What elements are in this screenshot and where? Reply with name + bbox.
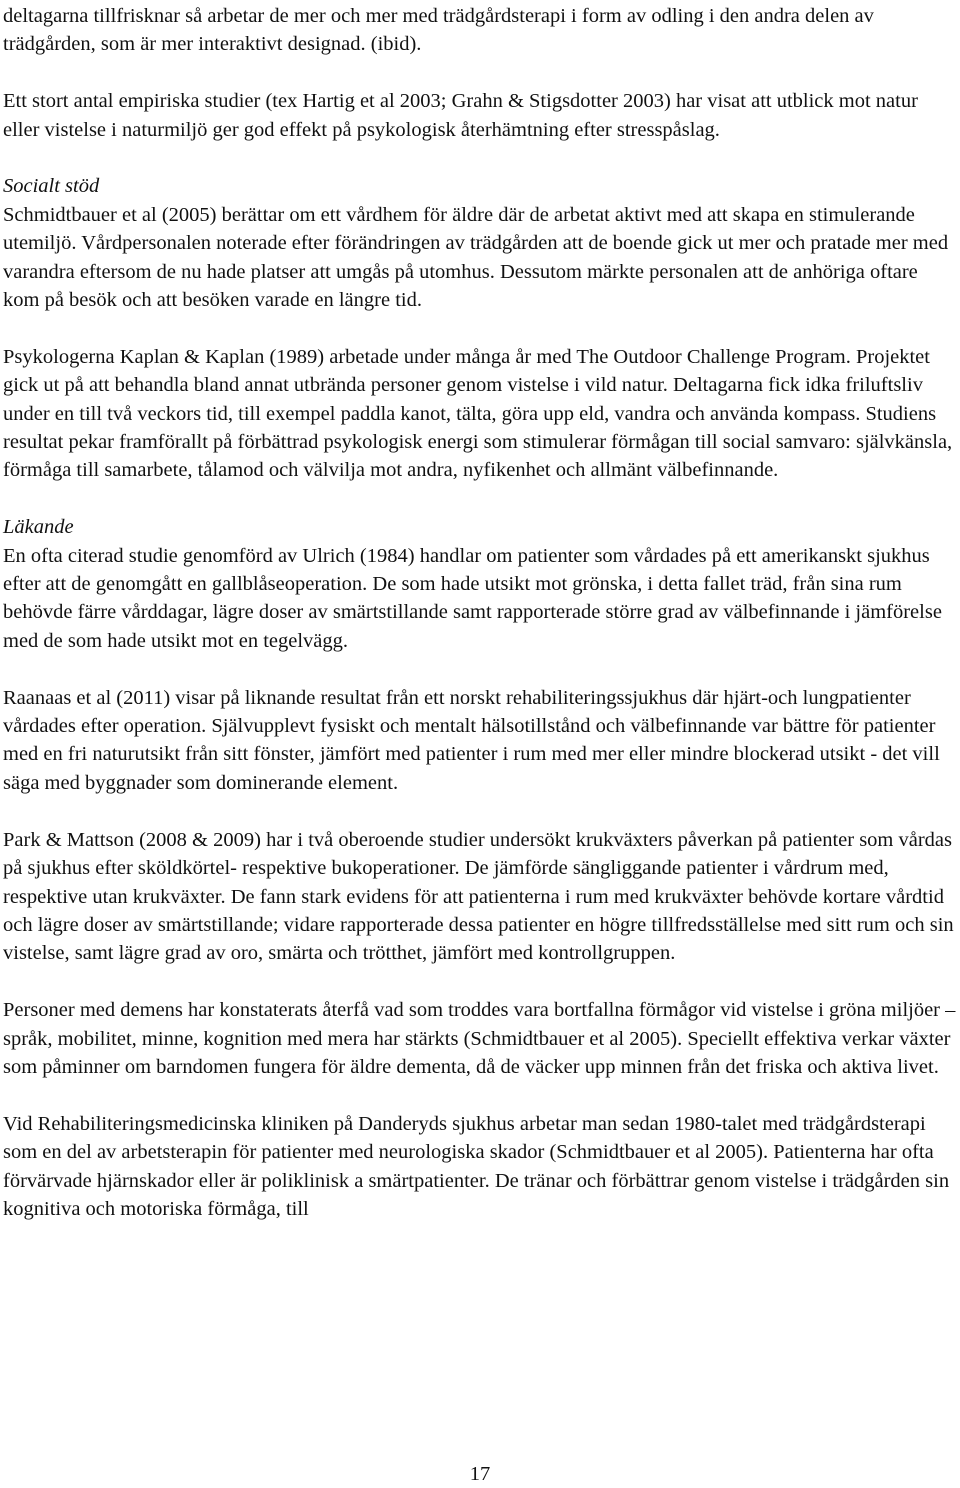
section-heading-lakande: Läkande	[3, 516, 74, 539]
paragraph-text: Ett stort antal empiriska studier (tex Hartig et al 2003; Grahn & Stigsdotter 2003) har visat att utblick mot natur eller vistelse i naturmiljö ger god effekt på psykologisk återhämtning efter stresspåslag.	[3, 90, 918, 141]
paragraph-text: Psykologerna Kaplan & Kaplan (1989) arbetade under många år med The Outdoor Challenge Program. Projektet gick ut på att behandla bland annat utbrända personer genom vistelse i vild natur. Deltagarna fick idka friluftsliv under en till två veckors tid, till exempel paddla kanot, tälta, göra upp eld, vandra och använda kompass. Studiens resultat pekar framförallt på förbättrad psykologisk energi som stimulerar förmågan till social samvaro: självkänsla, förmåga till samarbete, tålamod och välvilja mot andra, nyfikenhet och allmänt välbefinnande.	[3, 345, 953, 482]
paragraph-text: deltagarna tillfrisknar så arbetar de mer och mer med trädgårdsterapi i form av odling i den andra delen av trädgården, som är mer interaktivt designad. (ibid).	[3, 5, 874, 56]
section-heading-socialt-stod: Socialt stöd	[3, 175, 100, 198]
paragraph-text: En ofta citerad studie genomförd av Ulrich (1984) handlar om patienter som vårdades på ett amerikanskt sjukhus efter att de genomgått en gallblåseoperation. De som hade utsikt mot grönska, i detta fallet träd, från sina rum behövde färre vårddagar, lägre doser av smärtstillande samt rapporterade större grad av välbefinnande i jämförelse med de som hade utsikt mot en tegelvägg.	[3, 544, 942, 652]
paragraph-text: Park & Mattson (2008 & 2009) har i två oberoende studier undersökt krukväxters påverkan på patienter som vårdas på sjukhus efter sköldkörtel- respektive bukoperationer. De jämförde sängliggande patienter i vårdrum med, respektive utan krukväxter. De fann stark evidens för att patienterna i rum med krukväxter behövde kortare vårdtid och lägre doser av smärtstillande; vidare rapporterade dessa patienter en högre tillfredsställelse med sitt rum och sin vistelse, samt lägre grad av oro, smärta och trötthet, jämfört med kontrollgruppen.	[3, 828, 954, 965]
paragraph-text: Personer med demens har konstaterats återfå vad som troddes vara bortfallna förmågor vid vistelse i gröna miljöer – språk, mobilitet, minne, kognition med mera har stärkts (Schmidtbauer et al 2005). Speciellt effektiva verkar växter som påminner om barndomen fungera för äldre dementa, då de väcker upp minnen från det friska och aktiva livet.	[3, 999, 956, 1078]
paragraph-danderyd	[3, 1110, 957, 1224]
paragraph-social-support	[3, 172, 957, 314]
paragraph-healing	[3, 513, 957, 655]
paragraph-text: Vid Rehabiliteringsmedicinska kliniken på Danderyds sjukhus arbetar man sedan 1980-talet med trädgårdsterapi som en del av arbetsterapin för patienter med neurologiska skador (Schmidtbauer et al 2005). Patienterna har ofta förvärvade hjärnskador eller är poliklinisk a smärtpatienter. De tränar och förbättrar genom vistelse i trädgården sin kognitiva och motoriska förmåga, till	[3, 1112, 950, 1220]
paragraph-raanaas	[3, 684, 957, 798]
paragraph-park-mattson	[3, 826, 957, 968]
paragraph-text: Schmidtbauer et al (2005) berättar om ett vårdhem för äldre där de arbetat aktivt med att skapa en stimulerande utemiljö. Vårdpersonalen noterade efter förändringen av trädgården att de boende gick ut mer och pratade mer med varandra eftersom de nu hade platser att umgås på utomhus. Dessutom märkte personalen att de anhöriga oftare kom på besök och att besöken varade en längre tid.	[3, 203, 949, 312]
paragraph-text: Raanaas et al (2011) visar på liknande resultat från ett norskt rehabiliteringssjukhus där hjärt-och lungpatienter vårdades efter operation. Självupplevt fysiskt och mentalt hälsotillstånd och välbefinnande var bättre för patienter med en fri naturutsikt från sitt fönster, jämfört med patienter i rum med mer eller mindre blockerad utsikt - det vill säga med byggnader som dominerande element.	[3, 686, 940, 794]
paragraph-kaplan	[3, 343, 957, 485]
document-page	[3, 2, 957, 1252]
page-number: 17	[469, 1463, 491, 1485]
paragraph-dementia	[3, 996, 957, 1081]
paragraph-intro-continued	[3, 2, 957, 59]
paragraph-empirical-studies	[3, 87, 957, 144]
